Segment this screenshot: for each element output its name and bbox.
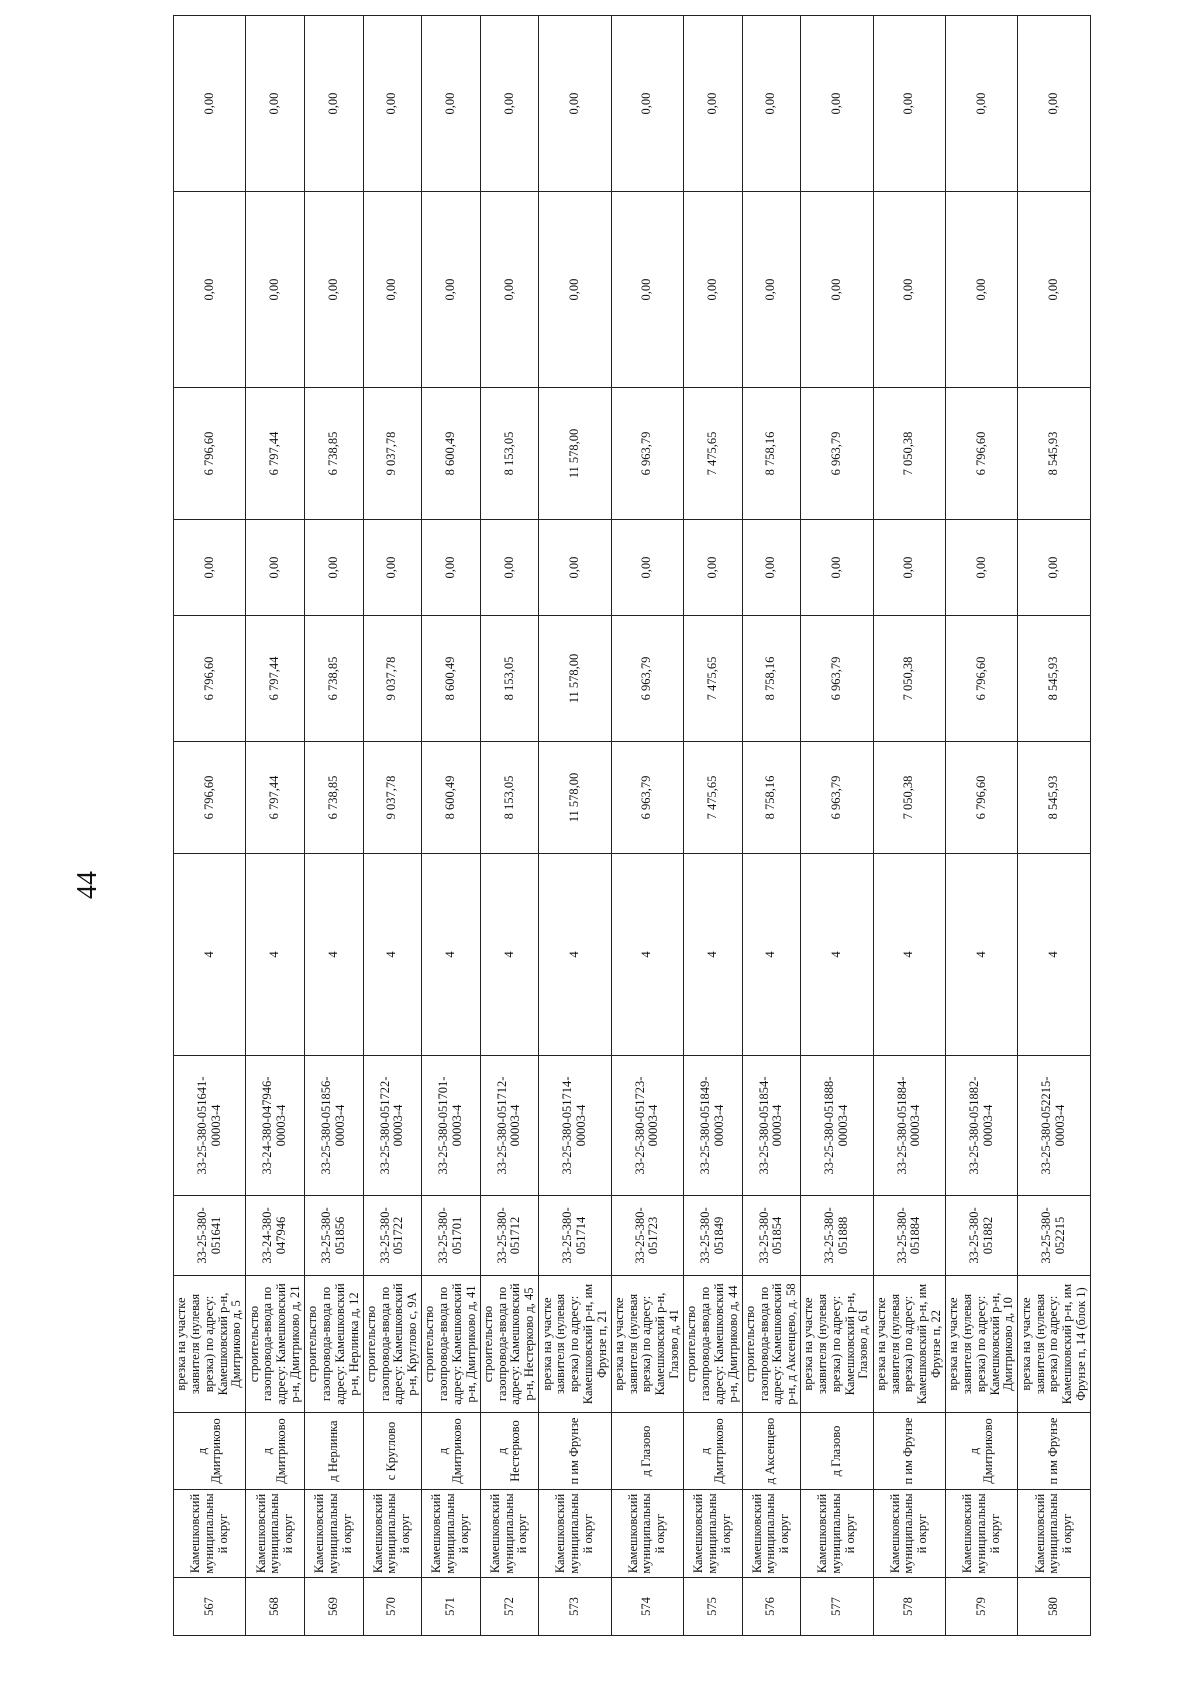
category-cell: 4 (801, 854, 873, 1056)
amount-cell-5: 0,00 (873, 192, 945, 388)
row-number-cell: 578 (873, 1578, 945, 1636)
amount-cell-2: 6 796,60 (946, 616, 1018, 742)
contract-number-cell: 33-25-380-051854-00003-4 (742, 1056, 801, 1196)
category-cell: 4 (304, 854, 363, 1056)
district-cell: Камешковский муниципальный округ (363, 1490, 422, 1578)
amount-cell-5: 0,00 (611, 192, 683, 388)
description-cell: строительство газопровода-ввода по адресу: Камешковский р-н, Нерлинка д, 12 (304, 1276, 363, 1413)
district-cell: Камешковский муниципальный округ (422, 1490, 481, 1578)
district-cell: Камешковский муниципальный округ (174, 1490, 246, 1578)
locality-cell: д Дмитриково (684, 1413, 743, 1490)
amount-cell-6: 0,00 (304, 16, 363, 192)
contract-number-cell: 33-25-380-051714-00003-4 (539, 1056, 611, 1196)
amount-cell-3: 0,00 (684, 520, 743, 616)
amount-cell-5: 0,00 (304, 192, 363, 388)
application-number-cell: 33-25-380-051712 (480, 1196, 539, 1276)
amount-cell-5: 0,00 (246, 192, 305, 388)
table-container (173, 92, 1091, 1636)
district-cell: Камешковский муниципальный округ (480, 1490, 539, 1578)
locality-cell: д Дмитриково (946, 1413, 1018, 1490)
amount-cell-5: 0,00 (539, 192, 611, 388)
amount-cell-1: 8 545,93 (1018, 742, 1091, 854)
row-number-cell: 576 (742, 1578, 801, 1636)
amount-cell-6: 0,00 (1018, 16, 1091, 192)
locality-cell: д Дмитриково (174, 1413, 246, 1490)
table-row (742, 16, 801, 1636)
description-cell: строительство газопровода-ввода по адресу: Камешковский р-н, Дмитриково д, 21 (246, 1276, 305, 1413)
amount-cell-4: 8 153,05 (480, 388, 539, 520)
amount-cell-3: 0,00 (1018, 520, 1091, 616)
table-row (946, 16, 1018, 1636)
amount-cell-1: 6 797,44 (246, 742, 305, 854)
row-number-cell: 577 (801, 1578, 873, 1636)
amount-cell-4: 6 738,85 (304, 388, 363, 520)
amount-cell-1: 7 475,65 (684, 742, 743, 854)
amount-cell-1: 9 037,78 (363, 742, 422, 854)
amount-cell-1: 6 963,79 (801, 742, 873, 854)
district-cell: Камешковский муниципальный округ (684, 1490, 743, 1578)
table-row (1018, 16, 1091, 1636)
category-cell: 4 (873, 854, 945, 1056)
table-row (304, 16, 363, 1636)
row-number-cell: 579 (946, 1578, 1018, 1636)
amount-cell-4: 6 796,60 (174, 388, 246, 520)
application-number-cell: 33-25-380-051641 (174, 1196, 246, 1276)
row-number-cell: 571 (422, 1578, 481, 1636)
category-cell: 4 (246, 854, 305, 1056)
application-number-cell: 33-25-380-051714 (539, 1196, 611, 1276)
amount-cell-4: 6 796,60 (946, 388, 1018, 520)
description-cell: врезка на участке заявителя (нулевая врезка) по адресу: Камешковский р-н, им Фрунзе п, 21 (539, 1276, 611, 1413)
description-cell: строительство газопровода-ввода по адресу: Камешковский р-н, Нестерково д, 45 (480, 1276, 539, 1413)
amount-cell-4: 7 050,38 (873, 388, 945, 520)
description-cell: строительство газопровода-ввода по адресу: Камешковский р-н, Дмитриково д, 44 (684, 1276, 743, 1413)
contract-number-cell: 33-25-380-051712-00003-4 (480, 1056, 539, 1196)
application-number-cell: 33-25-380-051888 (801, 1196, 873, 1276)
amount-cell-4: 8 758,16 (742, 388, 801, 520)
category-cell: 4 (1018, 854, 1091, 1056)
application-number-cell: 33-25-380-051722 (363, 1196, 422, 1276)
amount-cell-3: 0,00 (946, 520, 1018, 616)
amount-cell-4: 8 545,93 (1018, 388, 1091, 520)
category-cell: 4 (422, 854, 481, 1056)
amount-cell-2: 8 758,16 (742, 616, 801, 742)
district-cell: Камешковский муниципальный округ (539, 1490, 611, 1578)
amount-cell-2: 6 796,60 (174, 616, 246, 742)
table-row (422, 16, 481, 1636)
district-cell: Камешковский муниципальный округ (246, 1490, 305, 1578)
row-number-cell: 573 (539, 1578, 611, 1636)
amount-cell-6: 0,00 (363, 16, 422, 192)
table-row (611, 16, 683, 1636)
amount-cell-2: 11 578,00 (539, 616, 611, 742)
contract-number-cell: 33-24-380-047946-00003-4 (246, 1056, 305, 1196)
amount-cell-6: 0,00 (873, 16, 945, 192)
description-cell: строительство газопровода-ввода по адресу: Камешковский р-н, д Аксенцево, д. 58 (742, 1276, 801, 1413)
district-cell: Камешковский муниципальный округ (946, 1490, 1018, 1578)
row-number-cell: 580 (1018, 1578, 1091, 1636)
amount-cell-6: 0,00 (480, 16, 539, 192)
amount-cell-4: 6 963,79 (801, 388, 873, 520)
amount-cell-2: 8 600,49 (422, 616, 481, 742)
category-cell: 4 (742, 854, 801, 1056)
amount-cell-6: 0,00 (801, 16, 873, 192)
category-cell: 4 (174, 854, 246, 1056)
application-number-cell: 33-25-380-051701 (422, 1196, 481, 1276)
locality-cell: д Дмитриково (422, 1413, 481, 1490)
amount-cell-5: 0,00 (742, 192, 801, 388)
amount-cell-3: 0,00 (480, 520, 539, 616)
locality-cell: д Дмитриково (246, 1413, 305, 1490)
application-number-cell: 33-25-380-051882 (946, 1196, 1018, 1276)
amount-cell-3: 0,00 (304, 520, 363, 616)
district-cell: Камешковский муниципальный округ (304, 1490, 363, 1578)
application-number-cell: 33-25-380-051854 (742, 1196, 801, 1276)
amount-cell-3: 0,00 (742, 520, 801, 616)
amount-cell-6: 0,00 (742, 16, 801, 192)
amount-cell-3: 0,00 (246, 520, 305, 616)
amount-cell-3: 0,00 (873, 520, 945, 616)
amount-cell-1: 8 758,16 (742, 742, 801, 854)
contract-number-cell: 33-25-380-052215-00003-4 (1018, 1056, 1091, 1196)
data-table (173, 15, 1091, 1636)
locality-cell: д Глазово (611, 1413, 683, 1490)
amount-cell-4: 9 037,78 (363, 388, 422, 520)
contract-number-cell: 33-25-380-051856-00003-4 (304, 1056, 363, 1196)
amount-cell-2: 6 797,44 (246, 616, 305, 742)
category-cell: 4 (363, 854, 422, 1056)
rotated-table-frame (173, 92, 1091, 1636)
amount-cell-5: 0,00 (363, 192, 422, 388)
locality-cell: д Аксенцево (742, 1413, 801, 1490)
amount-cell-6: 0,00 (611, 16, 683, 192)
locality-cell: д Глазово (801, 1413, 873, 1490)
description-cell: врезка на участке заявителя (нулевая врезка) по адресу: Камешковский р-н, Глазово д, 61 (801, 1276, 873, 1413)
application-number-cell: 33-25-380-052215 (1018, 1196, 1091, 1276)
amount-cell-3: 0,00 (363, 520, 422, 616)
description-cell: врезка на участке заявителя (нулевая врезка) по адресу: Камешковский р-н, Глазово д, 41 (611, 1276, 683, 1413)
district-cell: Камешковский муниципальный округ (801, 1490, 873, 1578)
contract-number-cell: 33-25-380-051882-00003-4 (946, 1056, 1018, 1196)
description-cell: врезка на участке заявителя (нулевая врезка) по адресу: Камешковский р-н, Дмитриково д, 5 (174, 1276, 246, 1413)
description-cell: строительство газопровода-ввода по адресу: Камешковский р-н, Дмитриково д, 41 (422, 1276, 481, 1413)
table-row (873, 16, 945, 1636)
contract-number-cell: 33-25-380-051884-00003-4 (873, 1056, 945, 1196)
contract-number-cell: 33-25-380-051701-00003-4 (422, 1056, 481, 1196)
table-row (801, 16, 873, 1636)
amount-cell-6: 0,00 (174, 16, 246, 192)
amount-cell-5: 0,00 (1018, 192, 1091, 388)
contract-number-cell: 33-25-380-051722-00003-4 (363, 1056, 422, 1196)
amount-cell-4: 8 600,49 (422, 388, 481, 520)
amount-cell-4: 6 797,44 (246, 388, 305, 520)
table-body (174, 16, 1091, 1636)
table-row (480, 16, 539, 1636)
district-cell: Камешковский муниципальный округ (1018, 1490, 1091, 1578)
application-number-cell: 33-24-380-047946 (246, 1196, 305, 1276)
locality-cell: д Нестерково (480, 1413, 539, 1490)
amount-cell-5: 0,00 (422, 192, 481, 388)
amount-cell-6: 0,00 (946, 16, 1018, 192)
row-number-cell: 569 (304, 1578, 363, 1636)
amount-cell-4: 7 475,65 (684, 388, 743, 520)
amount-cell-5: 0,00 (946, 192, 1018, 388)
page-number: 44 (72, 871, 103, 899)
category-cell: 4 (539, 854, 611, 1056)
district-cell: Камешковский муниципальный округ (611, 1490, 683, 1578)
amount-cell-2: 6 963,79 (801, 616, 873, 742)
row-number-cell: 572 (480, 1578, 539, 1636)
category-cell: 4 (611, 854, 683, 1056)
table-row (684, 16, 743, 1636)
table-row (539, 16, 611, 1636)
amount-cell-3: 0,00 (422, 520, 481, 616)
category-cell: 4 (684, 854, 743, 1056)
row-number-cell: 570 (363, 1578, 422, 1636)
amount-cell-1: 8 153,05 (480, 742, 539, 854)
locality-cell: п им Фрунзе (1018, 1413, 1091, 1490)
amount-cell-3: 0,00 (611, 520, 683, 616)
amount-cell-1: 6 796,60 (946, 742, 1018, 854)
amount-cell-1: 11 578,00 (539, 742, 611, 854)
application-number-cell: 33-25-380-051884 (873, 1196, 945, 1276)
row-number-cell: 568 (246, 1578, 305, 1636)
description-cell: врезка на участке заявителя (нулевая врезка) по адресу: Камешковский р-н, Дмитриково д, 10 (946, 1276, 1018, 1413)
amount-cell-5: 0,00 (801, 192, 873, 388)
application-number-cell: 33-25-380-051723 (611, 1196, 683, 1276)
amount-cell-5: 0,00 (174, 192, 246, 388)
locality-cell: п им Фрунзе (873, 1413, 945, 1490)
amount-cell-2: 6 963,79 (611, 616, 683, 742)
table-row (363, 16, 422, 1636)
amount-cell-2: 9 037,78 (363, 616, 422, 742)
amount-cell-3: 0,00 (539, 520, 611, 616)
amount-cell-2: 7 475,65 (684, 616, 743, 742)
amount-cell-6: 0,00 (684, 16, 743, 192)
amount-cell-4: 11 578,00 (539, 388, 611, 520)
category-cell: 4 (480, 854, 539, 1056)
contract-number-cell: 33-25-380-051888-00003-4 (801, 1056, 873, 1196)
amount-cell-1: 6 963,79 (611, 742, 683, 854)
district-cell: Камешковский муниципальный округ (742, 1490, 801, 1578)
amount-cell-1: 6 738,85 (304, 742, 363, 854)
amount-cell-6: 0,00 (539, 16, 611, 192)
locality-cell: п им Фрунзе (539, 1413, 611, 1490)
district-cell: Камешковский муниципальный округ (873, 1490, 945, 1578)
amount-cell-1: 8 600,49 (422, 742, 481, 854)
amount-cell-1: 6 796,60 (174, 742, 246, 854)
row-number-cell: 574 (611, 1578, 683, 1636)
table-row (246, 16, 305, 1636)
amount-cell-6: 0,00 (246, 16, 305, 192)
amount-cell-4: 6 963,79 (611, 388, 683, 520)
amount-cell-3: 0,00 (174, 520, 246, 616)
amount-cell-2: 8 153,05 (480, 616, 539, 742)
description-cell: строительство газопровода-ввода по адресу: Камешковский р-н, Круглово с, 9А (363, 1276, 422, 1413)
application-number-cell: 33-25-380-051856 (304, 1196, 363, 1276)
category-cell: 4 (946, 854, 1018, 1056)
description-cell: врезка на участке заявителя (нулевая врезка) по адресу: Камешковский р-н, им Фрунзе п, 14 (блок 1) (1018, 1276, 1091, 1413)
amount-cell-2: 6 738,85 (304, 616, 363, 742)
table-row (174, 16, 246, 1636)
description-cell: врезка на участке заявителя (нулевая врезка) по адресу: Камешковский р-н, им Фрунзе п, 22 (873, 1276, 945, 1413)
contract-number-cell: 33-25-380-051849-00003-4 (684, 1056, 743, 1196)
locality-cell: д Нерлинка (304, 1413, 363, 1490)
amount-cell-5: 0,00 (480, 192, 539, 388)
amount-cell-6: 0,00 (422, 16, 481, 192)
row-number-cell: 575 (684, 1578, 743, 1636)
amount-cell-2: 8 545,93 (1018, 616, 1091, 742)
row-number-cell: 567 (174, 1578, 246, 1636)
amount-cell-2: 7 050,38 (873, 616, 945, 742)
amount-cell-1: 7 050,38 (873, 742, 945, 854)
locality-cell: с Круглово (363, 1413, 422, 1490)
amount-cell-5: 0,00 (684, 192, 743, 388)
contract-number-cell: 33-25-380-051723-00003-4 (611, 1056, 683, 1196)
contract-number-cell: 33-25-380-051641-00003-4 (174, 1056, 246, 1196)
amount-cell-3: 0,00 (801, 520, 873, 616)
application-number-cell: 33-25-380-051849 (684, 1196, 743, 1276)
